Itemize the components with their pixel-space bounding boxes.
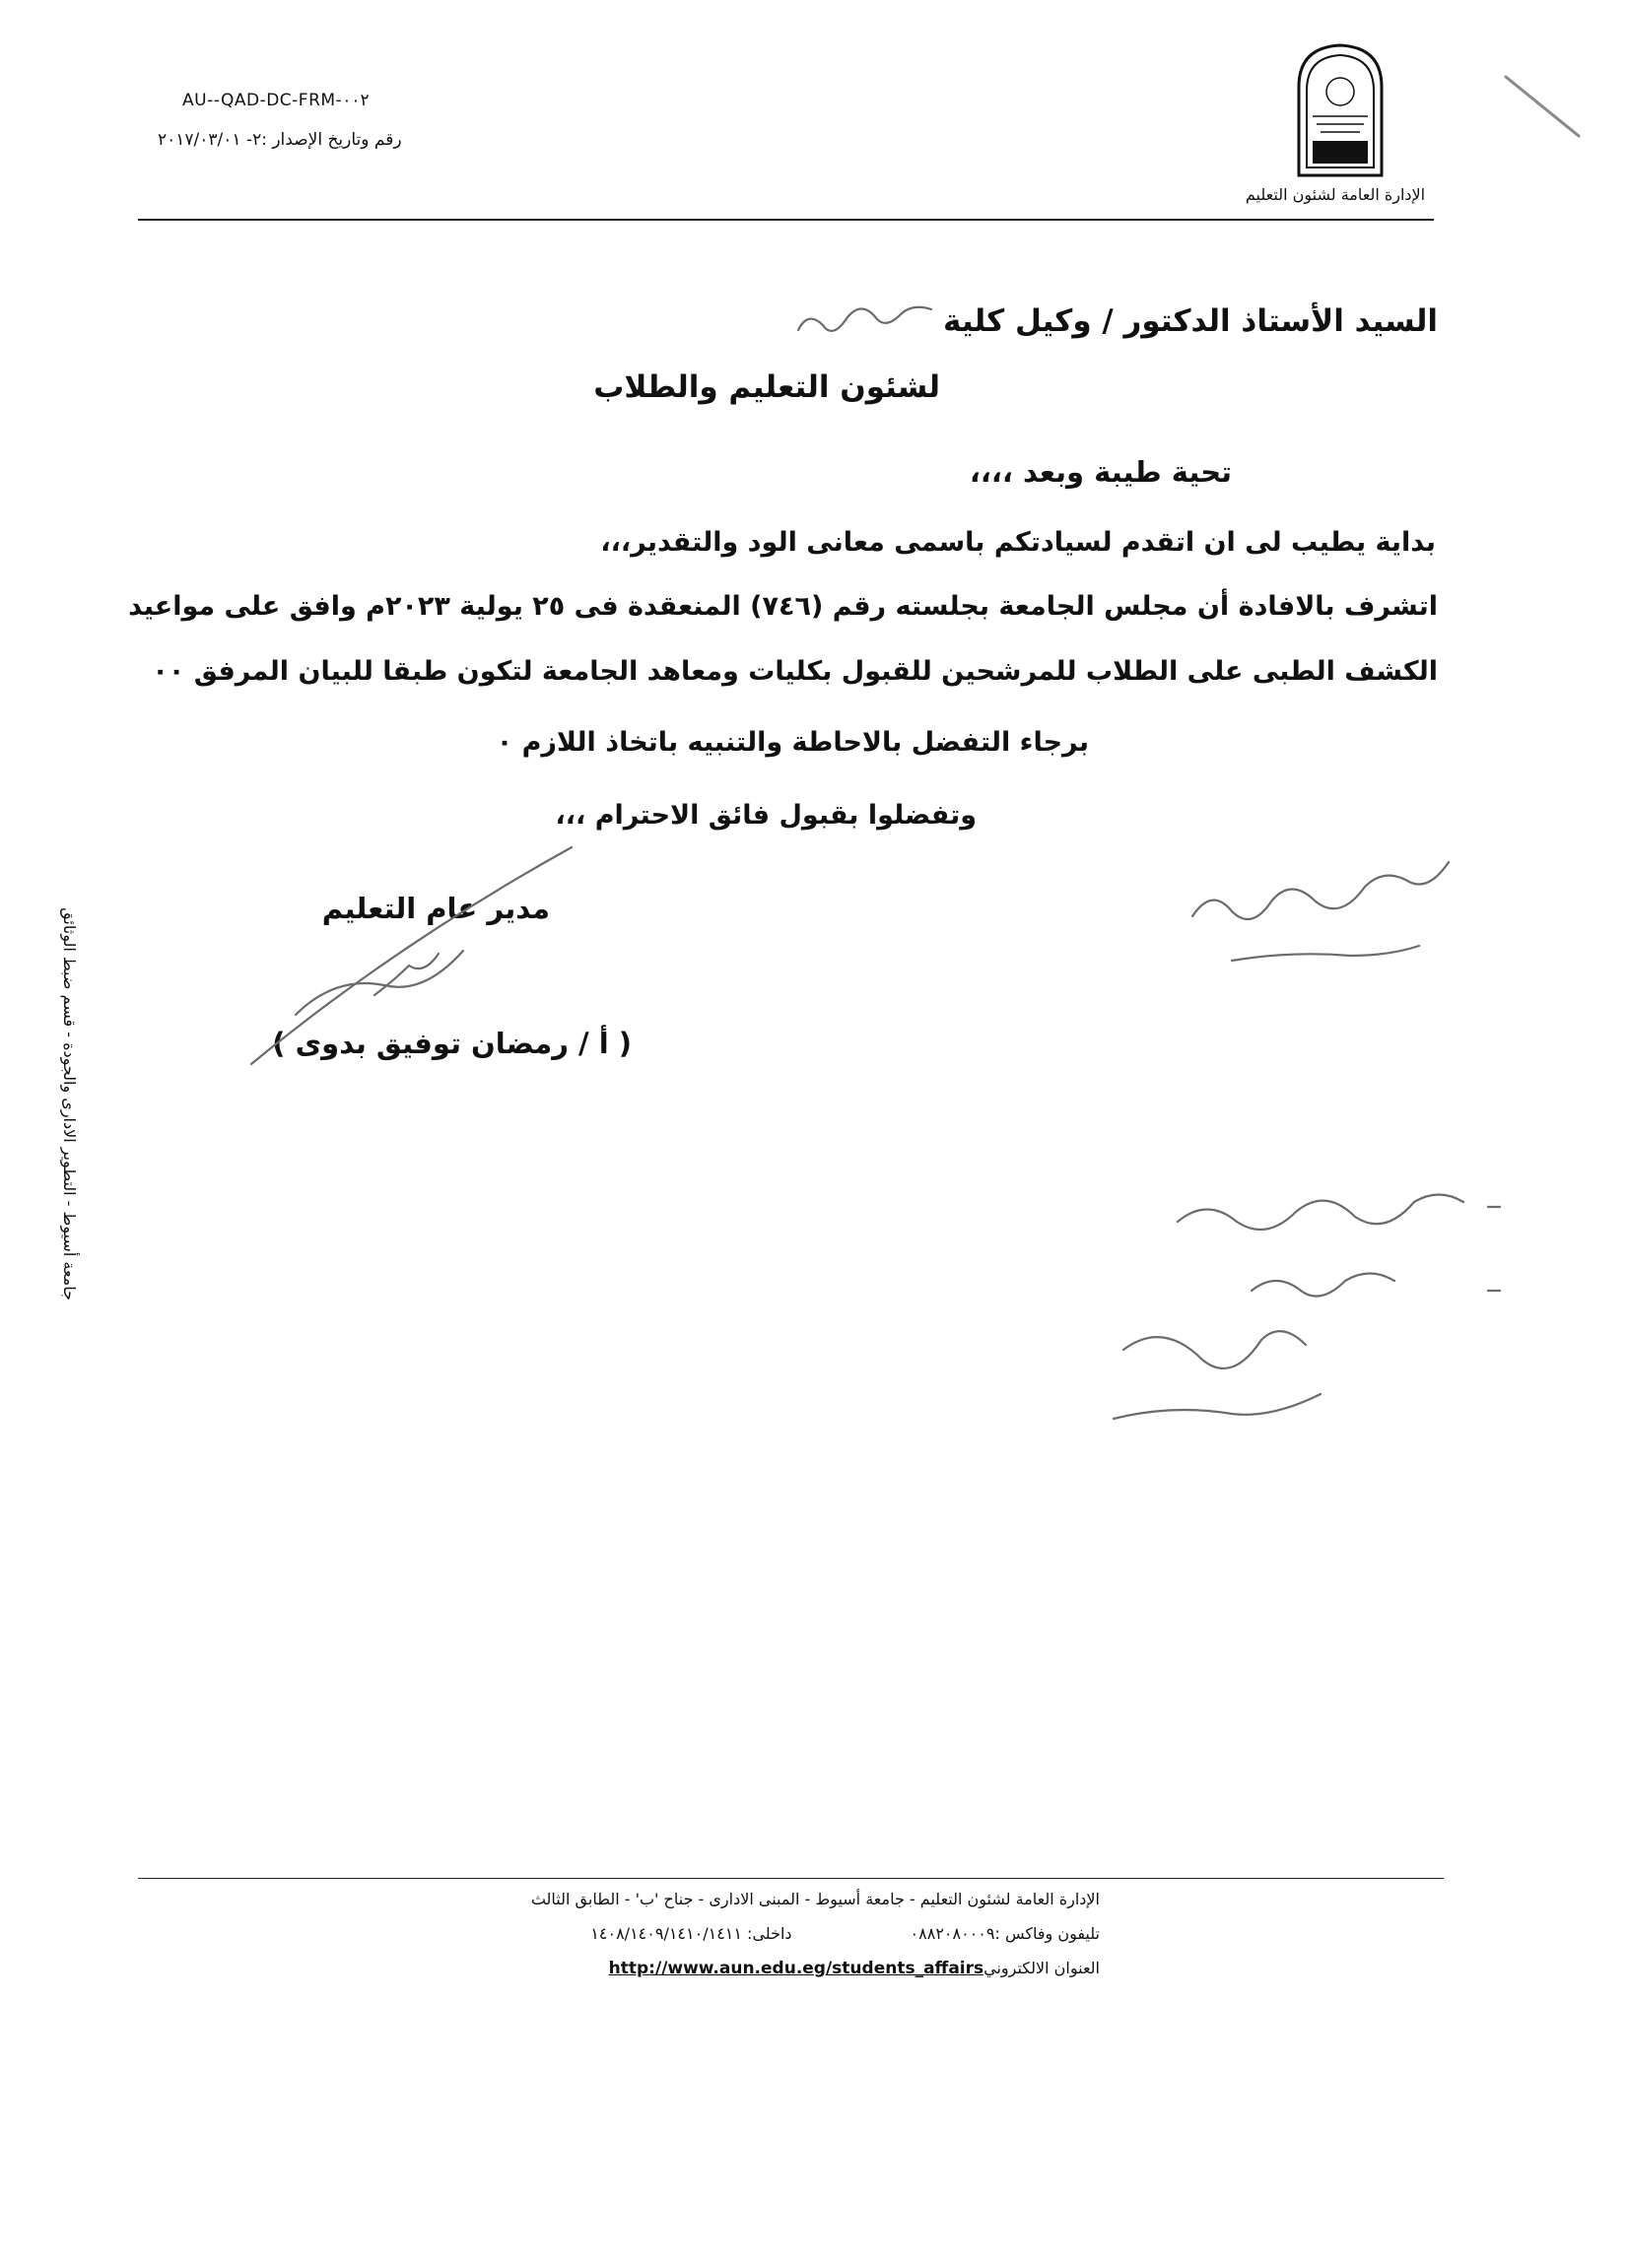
salutation-line-1: السيد الأستاذ الدكتور / وكيل كلية	[943, 303, 1438, 339]
footer-url-link[interactable]: http://www.aun.edu.eg/students_affairs	[608, 1959, 984, 1978]
footer-web	[609, 1959, 1100, 1978]
body-line: الكشف الطبى على الطلاب للمرشحين للقبول بكليات ومعاهد الجامعة لتكون طبقا للبيان المرفق ٠٠	[152, 656, 1438, 687]
signatory-name: ( أ / رمضان توفيق بدوى )	[272, 1027, 632, 1060]
footer-extension: داخلى: ١٤٠٨/١٤٠٩/١٤١٠/١٤١١	[590, 1924, 792, 1943]
issue-info: رقم وتاريخ الإصدار :٢- ٢٠١٧/٠٣/٠١	[158, 130, 402, 150]
body-line: برجاء التفضل بالاحاطة والتنبيه باتخاذ اللازم ٠	[496, 727, 1089, 758]
body-line: اتشرف بالافادة أن مجلس الجامعة بجلسته رقم (٧٤٦) المنعقدة فى ٢٥ يولية ٢٠٢٣م وافق على مواعيد	[128, 591, 1438, 622]
handwritten-faculty-name	[798, 307, 931, 331]
form-code: AU--QAD-DC-FRM-٠٠٢	[182, 91, 370, 110]
footer-phone: تليفون وفاكس :٠٨٨٢٠٨٠٠٠٩	[910, 1924, 1100, 1943]
department-header: الإدارة العامة لشئون التعليم	[1245, 185, 1426, 204]
pen-mark	[1506, 77, 1579, 136]
signature-stroke	[251, 847, 572, 1064]
handwritten-date-1	[1232, 946, 1419, 961]
handwritten-note-2	[1252, 1274, 1394, 1297]
greeting: تحية طيبة وبعد ،،،،	[969, 455, 1232, 489]
body-line: بداية يطيب لى ان اتقدم لسيادتكم باسمى معانى الود والتقدير،،،	[600, 527, 1436, 558]
signatory-title: مدير عام التعليم	[321, 892, 550, 925]
salutation-line-2: لشئون التعليم والطلاب	[593, 369, 940, 405]
handwritten-note-1	[1178, 1195, 1463, 1231]
closing-line: وتفضلوا بقبول فائق الاحترام ،،،	[555, 800, 977, 831]
handwritten-signature-1	[1192, 862, 1449, 919]
footer-address: الإدارة العامة لشئون التعليم - جامعة أسيوط - المبنى الادارى - جناح 'ب' - الطابق الثالث	[530, 1890, 1100, 1908]
handwritten-date-2	[1114, 1394, 1321, 1419]
footer-contact	[590, 1924, 1100, 1943]
handwritten-signature-2	[1123, 1331, 1306, 1368]
footer-divider	[138, 1878, 1444, 1879]
side-margin-text: جامعة أسيوط - التطوير الادارى والجودة - قسم ضبط الوثائق	[60, 907, 79, 1301]
footer-email-label: العنوان الالكتروني	[983, 1959, 1100, 1977]
